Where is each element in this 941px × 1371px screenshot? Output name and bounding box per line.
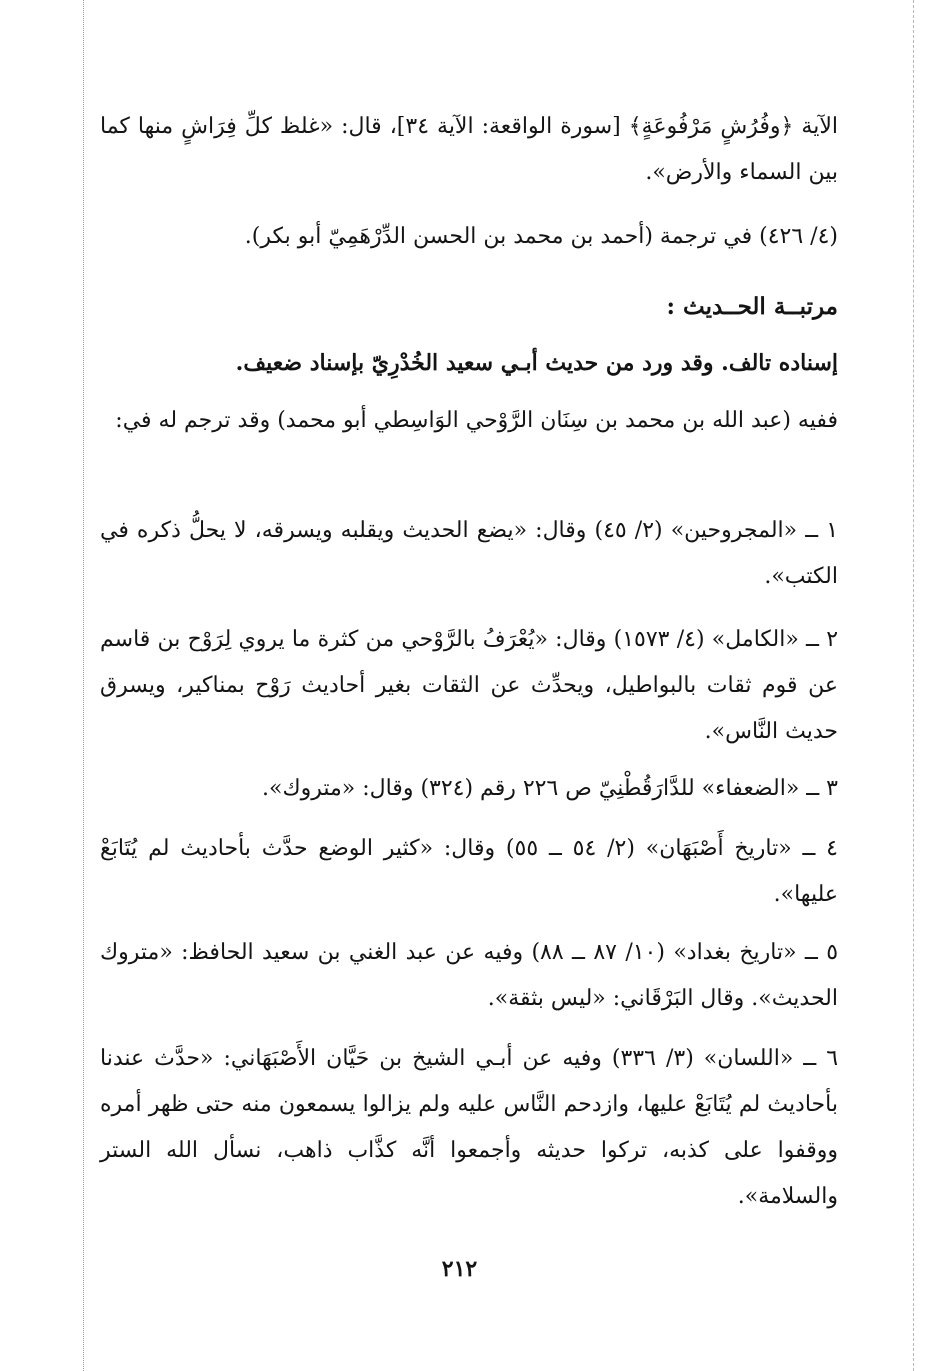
list-item-text: ٦ ــ «اللسان» (٣/ ٣٣٦) وفيه عن أبـي الشيخ بن حَيَّان الأَصْبَهَاني: «حدَّث عندنا بأحاديث لم يُتَابَعْ عليها، وازدحم النَّاس عليه ولم يزالوا يسمعون منه حتى ظهر أمره ووقفوا على كذبه، تركوا حديثه وأجمعوا أنَّه كذَّاب ذاهب، نسأل الله الستر والسلامة». [100, 1046, 839, 1209]
isnad-text: إسناده تالف. وقد ورد من حديث أبـي سعيد الخُدْرِيّ بإسناد ضعيف. [235, 350, 838, 376]
verse-note-text: الآية ﴿وفُرُشٍ مَرْفُوعَةٍ﴾ [سورة الواقعة: الآية ٣٤]، قال: «غلظ كلِّ فِرَاشٍ منها كما بين السماء والأرض». [100, 114, 838, 185]
left-edge-guide [83, 0, 84, 1371]
list-item-text: ١ ــ «المجروحين» (٢/ ٤٥) وقال: «يضع الحديث ويقلبه ويسرقه، لا يحلُّ ذكره في الكتب». [100, 518, 839, 589]
list-item-text: ٤ ــ «تاريخ أَصْبَهَان» (٢/ ٥٤ ــ ٥٥) وقال: «كثير الوضع حدَّث بأحاديث لم يُتَابَعْ عليها». [100, 836, 838, 907]
intro-text: ففيه (عبد الله بن محمد بن سِنَان الرَّوْحي الوَاسِطي أبو محمد) وقد ترجم له في: [115, 408, 838, 433]
list-item-text: ٣ ــ «الضعفاء» للدَّارَقُطْنِيّ ص ٢٢٦ رقم (٣٢٤) وقال: «متروك». [261, 776, 838, 801]
list-item-text: ٥ ــ «تاريخ بغداد» (١٠/ ٨٧ ــ ٨٨) وفيه عن عبد الغني بن سعيد الحافظ: «متروك الحديث». وقال البَرْقَاني: «ليس بثقة». [100, 940, 839, 1011]
list-item-text: ٢ ــ «الكامل» (٤/ ١٥٧٣) وقال: «يُعْرَفُ بالرَّوْحي من كثرة ما يروي لِرَوْح بن قاسم عن قوم ثقات بالبواطيل، ويحدِّث عن الثقات بغير أحاديث رَوْح بمناكير، ويسرق حديث النَّاس». [100, 627, 839, 744]
right-edge-guide [913, 0, 914, 1371]
isnad-paragraph [100, 340, 838, 386]
list-item [100, 766, 838, 812]
reference-text: (٤/ ٤٢٦) في ترجمة (أحمد بن محمد بن الحسن الدِّرْهَمِيّ أبو بكر). [244, 224, 838, 249]
list-item [100, 826, 838, 918]
section-heading [100, 284, 838, 330]
reference-paragraph [100, 214, 838, 260]
verse-note-paragraph [100, 104, 838, 196]
section-heading-text: مرتبــة الحــديث : [666, 293, 838, 320]
list-item [100, 508, 838, 600]
list-item [100, 1036, 838, 1220]
list-item [100, 617, 838, 755]
intro-paragraph [100, 398, 838, 444]
list-item [100, 930, 838, 1022]
page-number: ٢١٢ [441, 1256, 478, 1282]
